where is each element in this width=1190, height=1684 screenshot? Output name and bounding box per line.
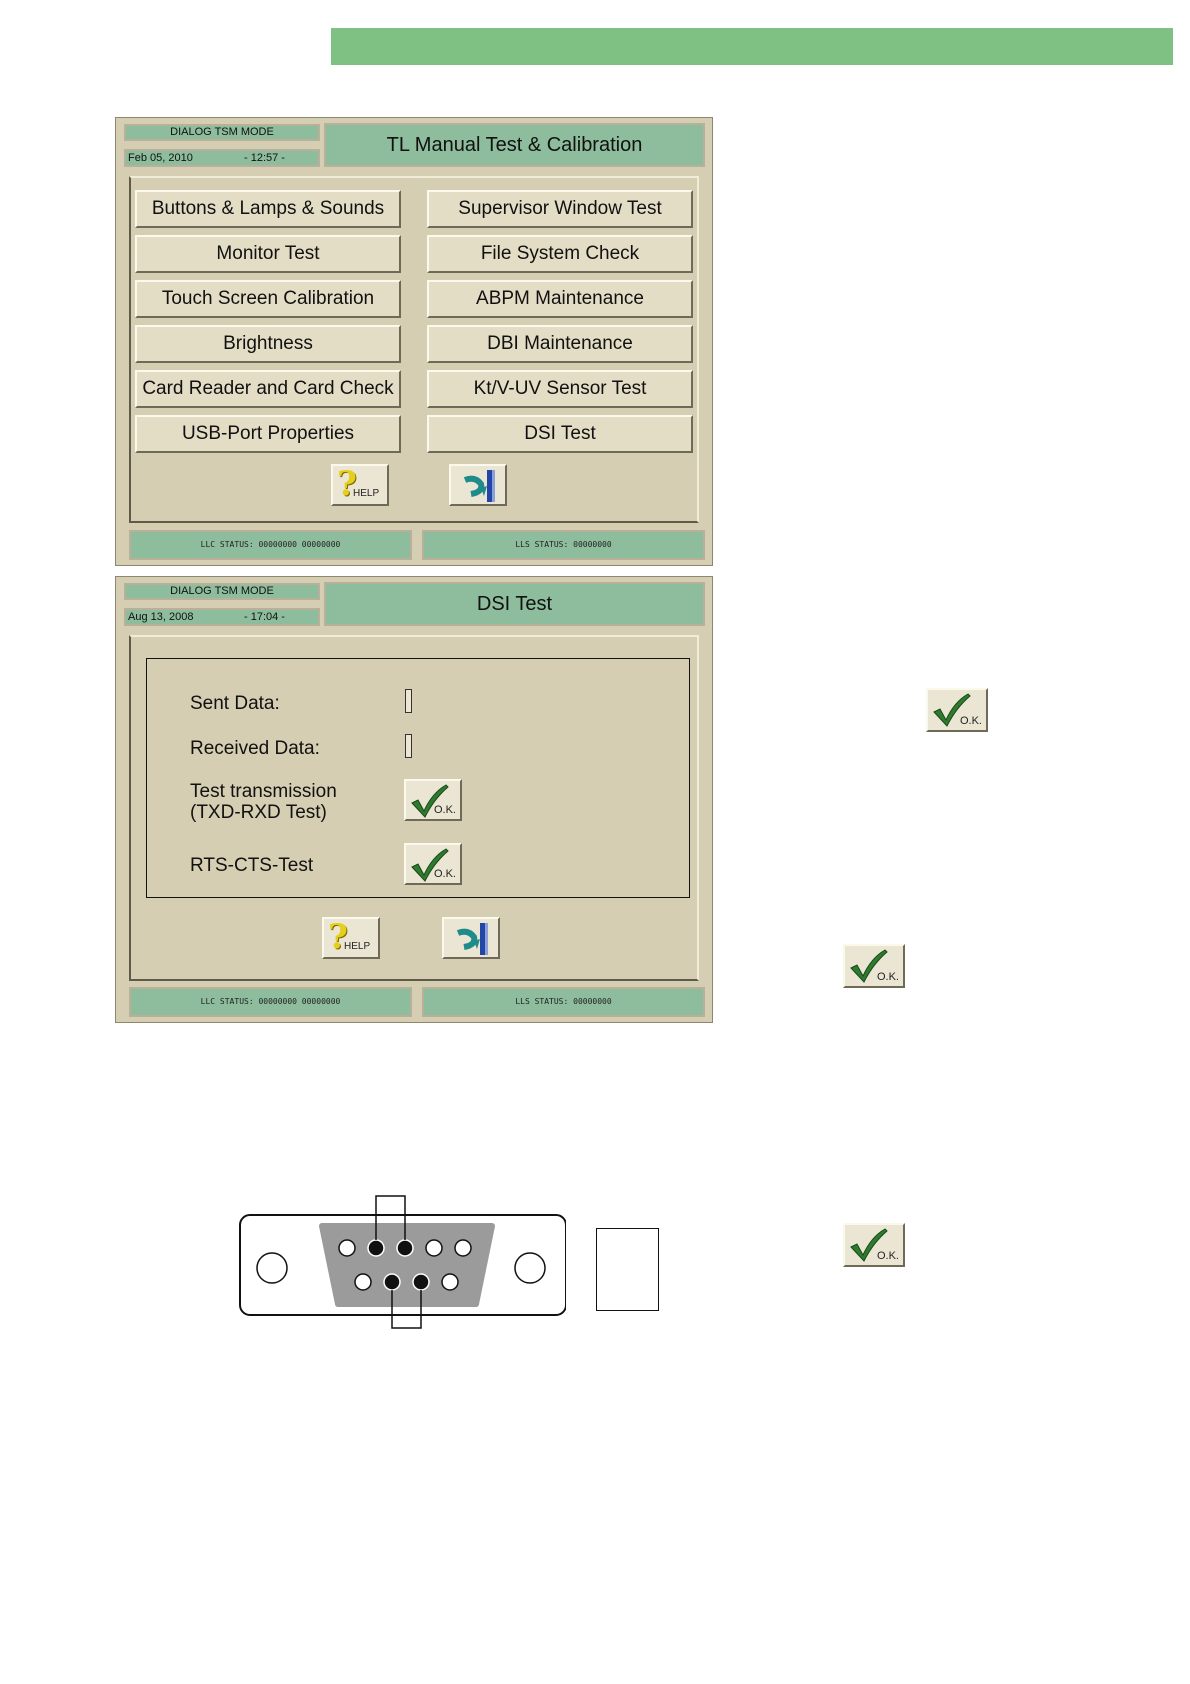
time-text: - 12:57 -: [244, 152, 285, 164]
pin-4: [426, 1240, 442, 1256]
card-reader-button[interactable]: Card Reader and Card Check: [135, 370, 401, 408]
llc-status-bar: LLC STATUS: 00000000 00000000: [129, 987, 412, 1017]
brightness-button[interactable]: Brightness: [135, 325, 401, 363]
right-mount-hole: [515, 1253, 545, 1283]
pin-6: [355, 1274, 371, 1290]
dsi-test-button[interactable]: DSI Test: [427, 415, 693, 453]
ktv-uv-sensor-test-button[interactable]: Kt/V-UV Sensor Test: [427, 370, 693, 408]
screen-title: DSI Test: [324, 582, 705, 626]
help-button[interactable]: [331, 464, 389, 506]
lls-status-bar: LLS STATUS: 00000000: [422, 987, 705, 1017]
date-text: Aug 13, 2008: [128, 611, 194, 623]
db9-connector-diagram: [236, 1192, 566, 1332]
llc-status-bar: LLC STATUS: 00000000 00000000: [129, 530, 412, 560]
ok-label: O.K.: [876, 971, 899, 983]
help-icon: ?: [337, 464, 357, 504]
sent-data-indicator: [405, 689, 412, 713]
monitor-test-button[interactable]: Monitor Test: [135, 235, 401, 273]
back-arrow-icon: [451, 466, 507, 506]
ok-button-3[interactable]: [843, 1223, 905, 1267]
pin-8: [413, 1274, 429, 1290]
sent-data-label: Sent Data:: [190, 693, 280, 714]
dbi-maintenance-button[interactable]: DBI Maintenance: [427, 325, 693, 363]
lls-status-bar: LLS STATUS: 00000000: [422, 530, 705, 560]
received-data-label: Received Data:: [190, 738, 320, 759]
help-icon: ?: [328, 917, 348, 957]
pin-9: [442, 1274, 458, 1290]
ok-button-2[interactable]: [843, 944, 905, 988]
dsi-test-panel: [129, 635, 699, 981]
mode-indicator: DIALOG TSM MODE: [124, 124, 320, 141]
date-time-display: [124, 608, 320, 626]
supervisor-window-test-button[interactable]: Supervisor Window Test: [427, 190, 693, 228]
legend-box: [596, 1228, 659, 1311]
header-bar: [331, 28, 1173, 65]
received-data-indicator: [405, 734, 412, 758]
help-button[interactable]: [322, 917, 380, 959]
txd-rxd-ok-button[interactable]: [404, 779, 462, 821]
test-transmission-label: [190, 781, 337, 823]
ok-label: O.K.: [959, 715, 982, 727]
test-transmission-line2: (TXD-RXD Test): [190, 802, 327, 823]
ok-label: O.K.: [433, 868, 456, 880]
abpm-maintenance-button[interactable]: ABPM Maintenance: [427, 280, 693, 318]
back-button[interactable]: [442, 917, 500, 959]
back-button[interactable]: [449, 464, 507, 506]
time-text: - 17:04 -: [244, 611, 285, 623]
help-label: HELP: [344, 941, 371, 952]
buttons-lamps-sounds-button[interactable]: Buttons & Lamps & Sounds: [135, 190, 401, 228]
pin-1: [339, 1240, 355, 1256]
rts-cts-label: RTS-CTS-Test: [190, 855, 314, 876]
date-time-display: [124, 149, 320, 167]
file-system-check-button[interactable]: File System Check: [427, 235, 693, 273]
rts-cts-ok-button[interactable]: [404, 843, 462, 885]
pin-5: [455, 1240, 471, 1256]
connector-face: [322, 1226, 492, 1304]
touch-screen-calibration-button[interactable]: Touch Screen Calibration: [135, 280, 401, 318]
left-mount-hole: [257, 1253, 287, 1283]
dsi-test-screen: [115, 576, 713, 1023]
screen-title: TL Manual Test & Calibration: [324, 123, 705, 167]
help-label: HELP: [353, 488, 380, 499]
tl-manual-test-screen: [115, 117, 713, 566]
ok-label: O.K.: [876, 1250, 899, 1262]
mode-indicator: DIALOG TSM MODE: [124, 583, 320, 600]
usb-port-properties-button[interactable]: USB-Port Properties: [135, 415, 401, 453]
test-frame: [146, 658, 690, 898]
test-transmission-line1: Test transmission: [190, 781, 337, 802]
pin-3: [397, 1240, 413, 1256]
pin-2: [368, 1240, 384, 1256]
menu-panel: [129, 176, 699, 523]
back-arrow-icon: [444, 919, 500, 959]
date-text: Feb 05, 2010: [128, 152, 193, 164]
ok-label: O.K.: [433, 804, 456, 816]
pin-7: [384, 1274, 400, 1290]
ok-button-1[interactable]: [926, 688, 988, 732]
